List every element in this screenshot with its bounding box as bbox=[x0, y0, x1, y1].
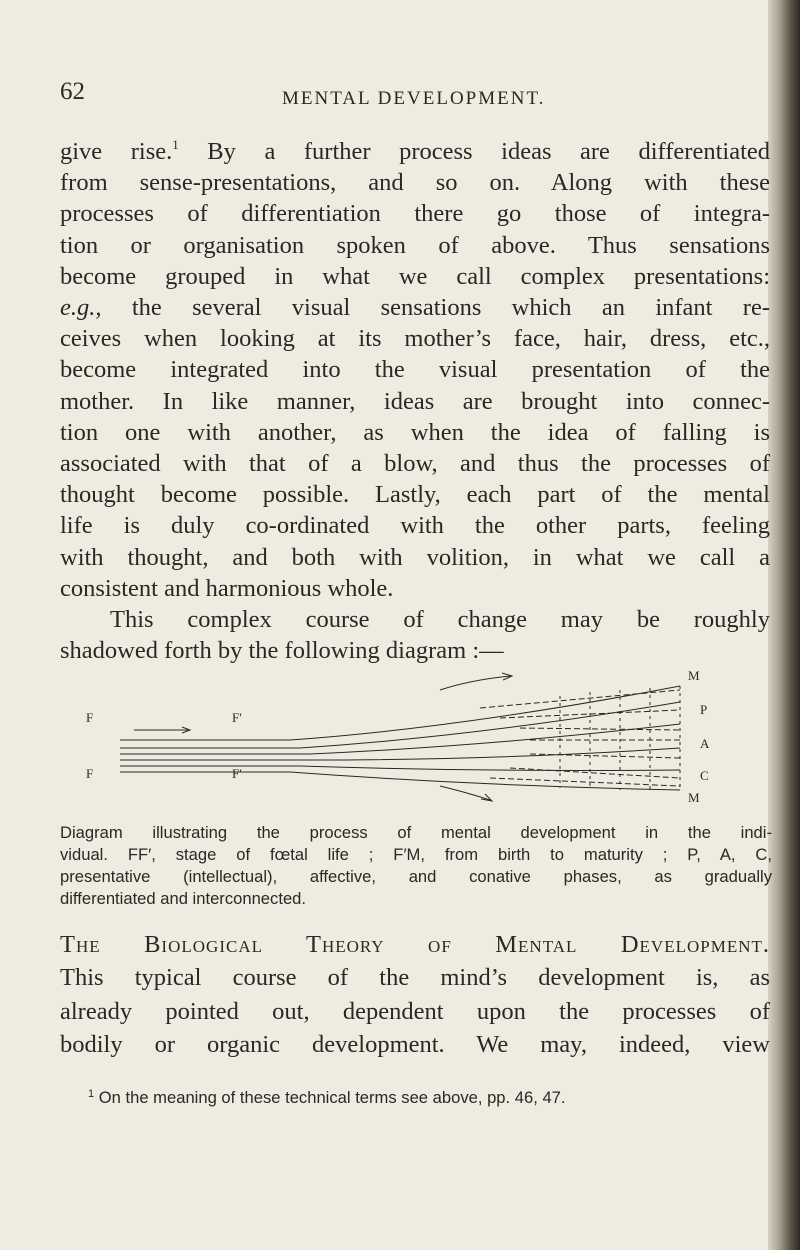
label-a: A bbox=[700, 736, 710, 751]
text-line: associated with that of a blow, and thus the processes of bbox=[60, 450, 770, 478]
footnote-number: 1 bbox=[88, 1088, 95, 1100]
text-line: processes of differentiation there go those of integra- bbox=[60, 200, 770, 228]
running-head: MENTAL DEVELOPMENT. bbox=[282, 88, 546, 109]
text-line-rest: By a further process ideas are differentiated bbox=[178, 138, 771, 165]
text-line-start: give rise. bbox=[60, 138, 173, 165]
label-m-top: M bbox=[688, 668, 700, 683]
label-f-prime-top: F′ bbox=[232, 710, 243, 725]
diagram-caption bbox=[60, 822, 772, 910]
text-line: ceives when looking at its mother’s face, hair, dress, etc., bbox=[60, 325, 770, 353]
arrow-top bbox=[440, 676, 510, 690]
footnote-marker: 1 bbox=[172, 137, 179, 152]
band-outer-bottom bbox=[120, 772, 680, 790]
paragraph-2 bbox=[60, 604, 770, 666]
text-line-rest: the several visual sensations which an infant re- bbox=[131, 294, 770, 322]
text-line: This typical course of the mind’s development is, as bbox=[60, 964, 770, 992]
text-line: tion one with another, as when the idea of falling is bbox=[60, 418, 770, 446]
text-line bbox=[60, 292, 770, 323]
section-biological-theory bbox=[60, 928, 770, 1061]
text-line: mother. In like manner, ideas are brought into connec- bbox=[60, 387, 770, 415]
band-outer-top bbox=[120, 686, 680, 740]
text-line: become grouped in what we call complex presentations: bbox=[60, 262, 770, 290]
caption-line: differentiated and interconnected. bbox=[60, 889, 307, 908]
text-line: with thought, and both with volition, in what we call a bbox=[60, 543, 770, 571]
text-line: already pointed out, dependent upon the processes of bbox=[60, 997, 770, 1025]
label-f-bottom: F bbox=[86, 766, 94, 781]
label-p: P bbox=[700, 702, 708, 717]
text-line bbox=[60, 136, 770, 167]
page-header bbox=[60, 78, 760, 118]
arrow-bottom bbox=[440, 786, 490, 800]
caption-line: presentative (intellectual), affective, and conative phases, as gradually bbox=[60, 867, 772, 886]
footnote-text: On the meaning of these technical terms see above, pp. 46, 47. bbox=[98, 1088, 566, 1107]
text-line: This complex course of change may be roughly bbox=[110, 606, 770, 634]
label-f-prime-bottom: F′ bbox=[232, 766, 243, 781]
text-line: tion or organisation spoken of above. Thus sensations bbox=[60, 231, 770, 259]
text-line: thought become possible. Lastly, each part of the mental bbox=[60, 481, 770, 509]
band-crosslinks bbox=[560, 686, 680, 790]
page-number: 62 bbox=[60, 78, 85, 105]
footnote bbox=[88, 1088, 768, 1108]
label-f-top: F bbox=[86, 710, 94, 725]
text-line: become integrated into the visual presentation of the bbox=[60, 356, 770, 384]
text-line: consistent and harmonious whole. bbox=[60, 574, 394, 602]
label-c: C bbox=[700, 768, 709, 783]
eg-abbrev: e.g., bbox=[60, 294, 102, 322]
text-line: from sense-presentations, and so on. Along with these bbox=[60, 169, 770, 197]
text-line: bodily or organic development. We may, indeed, view bbox=[60, 1030, 770, 1058]
caption-line: vidual. FF′, stage of fœtal life ; F′M, from birth to maturity ; P, A, C, bbox=[60, 845, 772, 864]
book-spine-shadow bbox=[768, 0, 800, 1250]
section-heading: The Biological Theory of Mental Development. bbox=[60, 931, 770, 958]
paragraph-1 bbox=[60, 136, 770, 604]
caption-line: Diagram illustrating the process of mental development in the indi- bbox=[60, 823, 772, 842]
development-diagram bbox=[60, 668, 770, 808]
band-line bbox=[120, 766, 680, 771]
label-m-bottom: M bbox=[688, 790, 700, 805]
main-text bbox=[60, 136, 770, 666]
text-line: shadowed forth by the following diagram :— bbox=[60, 637, 504, 665]
band-line bbox=[120, 702, 680, 748]
text-line: life is duly co-ordinated with the other parts, feeling bbox=[60, 512, 770, 540]
